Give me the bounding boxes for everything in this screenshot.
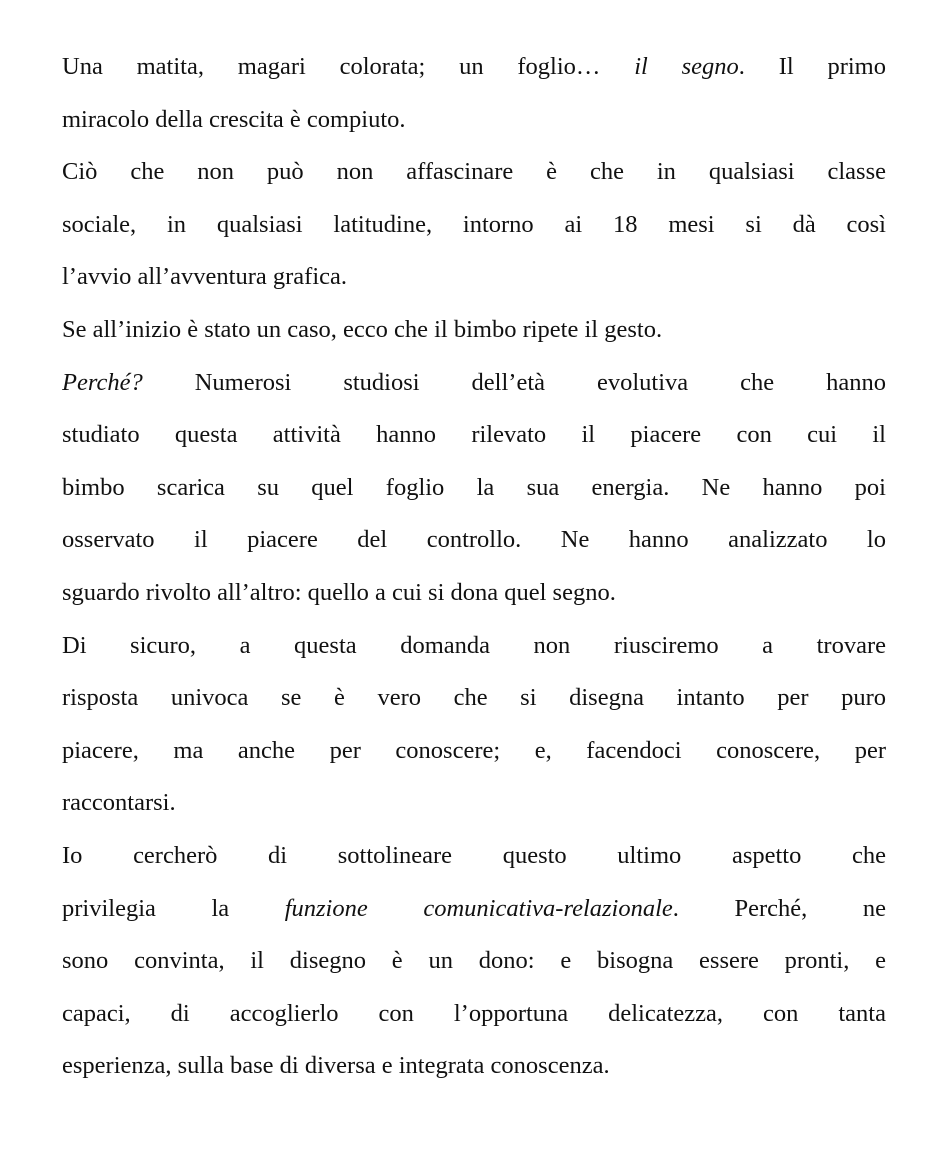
italic-text: il segno bbox=[634, 53, 739, 80]
text-line bbox=[62, 1040, 886, 1093]
text-line bbox=[62, 409, 886, 462]
paragraph bbox=[62, 620, 886, 830]
text-line bbox=[62, 304, 886, 357]
paragraph bbox=[62, 41, 886, 146]
text-segment: Io cercherò di sottolineare questo ultimo aspetto che bbox=[62, 841, 886, 869]
text-segment: Di sicuro, a questa domanda non riusciremo a trovare bbox=[62, 631, 886, 659]
document-body bbox=[62, 41, 886, 1093]
italic-text: Perché? bbox=[62, 368, 143, 396]
text-segment: Numerosi studiosi dell’età evolutiva che hanno bbox=[142, 368, 886, 396]
text-line bbox=[62, 988, 886, 1041]
text-line bbox=[62, 251, 886, 304]
text-segment: . Il primo bbox=[738, 53, 886, 80]
paragraph bbox=[62, 357, 886, 620]
text-segment: privilegia la bbox=[62, 894, 285, 922]
text-line bbox=[62, 462, 886, 515]
text-segment: risposta univoca se è vero che si disegna intanto per puro bbox=[62, 684, 886, 712]
text-line bbox=[62, 146, 886, 199]
text-segment: sguardo rivolto all’altro: quello a cui si dona quel segno. bbox=[62, 578, 616, 606]
text-line bbox=[62, 830, 886, 883]
text-line bbox=[62, 672, 886, 725]
text-segment: sono convinta, il disegno è un dono: e bisogna essere pronti, e bbox=[62, 947, 886, 975]
text-segment: esperienza, sulla base di diversa e integrata conoscenza. bbox=[62, 1052, 610, 1080]
italic-text: funzione comunicativa-relazionale bbox=[284, 894, 673, 922]
text-segment: raccontarsi. bbox=[62, 789, 176, 817]
text-line bbox=[62, 725, 886, 778]
text-line bbox=[62, 94, 886, 147]
text-line bbox=[62, 883, 886, 936]
text-segment: miracolo della crescita è compiuto. bbox=[62, 105, 406, 133]
paragraph bbox=[62, 146, 886, 304]
text-segment: bimbo scarica su quel foglio la sua energia. Ne hanno poi bbox=[62, 473, 886, 501]
text-segment: . Perché, ne bbox=[672, 894, 886, 922]
text-segment: capaci, di accoglierlo con l’opportuna delicatezza, con tanta bbox=[62, 999, 886, 1027]
text-line bbox=[62, 567, 886, 620]
paragraph bbox=[62, 304, 886, 357]
text-segment: Se all’inizio è stato un caso, ecco che il bimbo ripete il gesto. bbox=[62, 315, 663, 343]
text-line bbox=[62, 935, 886, 988]
text-line bbox=[62, 514, 886, 567]
text-segment: piacere, ma anche per conoscere; e, facendoci conoscere, per bbox=[62, 736, 886, 764]
text-segment: sociale, in qualsiasi latitudine, intorno ai 18 mesi si dà così bbox=[62, 210, 886, 238]
text-line bbox=[62, 357, 886, 410]
text-line bbox=[62, 620, 886, 673]
paragraph bbox=[62, 830, 886, 1093]
text-segment: osservato il piacere del controllo. Ne hanno analizzato lo bbox=[62, 526, 886, 554]
text-line bbox=[62, 777, 886, 830]
text-line bbox=[62, 199, 886, 252]
text-segment: l’avvio all’avventura grafica. bbox=[62, 263, 348, 291]
text-line bbox=[62, 41, 886, 94]
text-segment: studiato questa attività hanno rilevato il piacere con cui il bbox=[62, 421, 886, 449]
text-segment: Ciò che non può non affascinare è che in qualsiasi classe bbox=[62, 158, 886, 186]
text-segment: Una matita, magari colorata; un foglio… bbox=[62, 53, 635, 80]
